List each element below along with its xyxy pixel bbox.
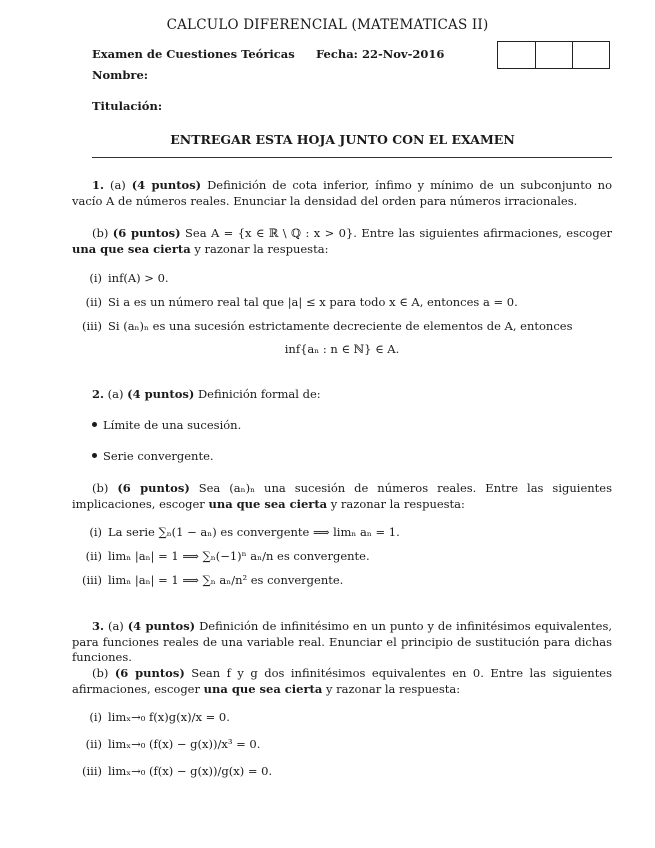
option-label: (ii) bbox=[85, 549, 102, 563]
q1-option-ii bbox=[72, 295, 612, 311]
option-label: (iii) bbox=[81, 573, 102, 587]
q3-part-b bbox=[72, 666, 612, 697]
q2-part-a bbox=[72, 387, 612, 403]
grade-cell-3 bbox=[572, 42, 609, 68]
option-text: La serie ∑ₙ(1 − aₙ) es convergente ⟹ limₙ aₙ = 1. bbox=[108, 525, 400, 539]
q2-b-text-2: y razonar la respuesta: bbox=[330, 496, 465, 511]
option-label: (i) bbox=[89, 525, 102, 539]
option-text: limₙ |aₙ| = 1 ⟹ ∑ₙ aₙ/n² es convergente. bbox=[108, 573, 344, 587]
q1-number: 1. bbox=[92, 178, 105, 192]
exam-title: CALCULO DIFERENCIAL (MATEMATICAS II) bbox=[166, 17, 489, 33]
q2-b-label: (b) bbox=[92, 481, 109, 495]
q2-a-text: Definición formal de: bbox=[197, 387, 321, 401]
q3-b-points: (6 puntos) bbox=[114, 666, 185, 680]
q3-b-emphasis: una que sea cierta bbox=[203, 681, 323, 696]
q1-b-points: (6 puntos) bbox=[112, 226, 181, 240]
option-text: limₙ |aₙ| = 1 ⟹ ∑ₙ(−1)ⁿ aₙ/n es convergente. bbox=[108, 549, 370, 563]
q1-part-b bbox=[72, 226, 612, 257]
option-text: Si a es un número real tal que |a| ≤ x para todo x ∈ A, entonces a = 0. bbox=[108, 295, 518, 309]
q3-a-points: (4 puntos) bbox=[127, 619, 196, 633]
instruction: ENTREGAR ESTA HOJA JUNTO CON EL EXAMEN bbox=[170, 132, 515, 147]
q3-part-a bbox=[72, 619, 612, 666]
q2-option-iii bbox=[72, 573, 612, 589]
option-text: inf(A) > 0. bbox=[108, 271, 169, 285]
bullet-text: Límite de una sucesión. bbox=[103, 418, 242, 432]
q2-number: 2. bbox=[92, 387, 105, 401]
q1-option-i bbox=[72, 271, 612, 287]
q2-bullet-1 bbox=[92, 418, 592, 434]
q2-part-b bbox=[72, 481, 612, 512]
q2-b-points: (6 puntos) bbox=[117, 481, 190, 495]
q3-b-text-1: Sean f y g dos infinitésimos equivalentes en 0. Entre las siguientes afirmaciones, escoger bbox=[72, 666, 613, 696]
exam-type: Examen de Cuestiones Teóricas bbox=[92, 47, 295, 61]
date-value: 22-Nov-2016 bbox=[361, 47, 445, 61]
option-text: limₓ→₀ (f(x) − g(x))/x³ = 0. bbox=[108, 737, 261, 751]
q3-option-iii bbox=[72, 764, 612, 780]
date-label: Fecha: bbox=[316, 47, 358, 61]
grade-cell-2 bbox=[535, 42, 572, 68]
q1-display-formula: inf{aₙ : n ∈ ℕ} ∈ A. bbox=[284, 342, 400, 356]
q3-a-label: (a) bbox=[107, 619, 124, 633]
q2-b-emphasis: una que sea cierta bbox=[208, 496, 328, 511]
option-text: limₓ→₀ f(x)g(x)/x = 0. bbox=[108, 710, 230, 724]
q1-a-points: (4 puntos) bbox=[131, 178, 202, 192]
degree-label: Titulación: bbox=[92, 99, 163, 113]
option-label: (ii) bbox=[85, 737, 102, 751]
q1-a-text: Definición de cota inferior, ínfimo y mínimo de un subconjunto no vacío A de números reales. Enunciar la densidad del orden para números irracionales. bbox=[72, 178, 613, 208]
q1-option-iii bbox=[72, 319, 612, 335]
header-rule bbox=[92, 157, 612, 158]
bullet-icon bbox=[92, 422, 97, 427]
q2-option-ii bbox=[72, 549, 612, 565]
q3-b-label: (b) bbox=[92, 666, 109, 680]
name-label: Nombre: bbox=[92, 68, 149, 82]
q3-a-text: Definición de infinitésimo en un punto y de infinitésimos equivalentes, para funciones reales de una variable real. Enunciar el principio de sustitución para dichas funciones. bbox=[72, 619, 613, 665]
option-label: (iii) bbox=[81, 764, 102, 778]
option-label: (i) bbox=[89, 271, 102, 285]
q1-b-text-2: y razonar la respuesta: bbox=[194, 241, 329, 256]
exam-date bbox=[316, 47, 444, 63]
q2-option-i bbox=[72, 525, 612, 541]
grade-cell-1 bbox=[498, 42, 535, 68]
bullet-icon bbox=[92, 453, 97, 458]
q1-part-a bbox=[72, 178, 612, 209]
q2-a-label: (a) bbox=[107, 387, 124, 401]
q3-option-ii bbox=[72, 737, 612, 753]
q1-a-label: (a) bbox=[109, 178, 126, 192]
option-label: (iii) bbox=[81, 319, 102, 333]
q2-b-text-1: Sea (aₙ)ₙ una sucesión de números reales. Entre las siguientes implicaciones, escoger bbox=[72, 481, 612, 511]
q1-b-emphasis: una que sea cierta bbox=[72, 241, 191, 256]
q3-option-i bbox=[72, 710, 612, 726]
q1-b-label: (b) bbox=[92, 226, 109, 240]
option-text: limₓ→₀ (f(x) − g(x))/g(x) = 0. bbox=[108, 764, 273, 778]
q2-a-points: (4 puntos) bbox=[127, 387, 195, 401]
q1-b-text-1: Sea A = {x ∈ ℝ \ ℚ : x > 0}. Entre las siguientes afirmaciones, escoger bbox=[185, 226, 613, 240]
option-label: (i) bbox=[89, 710, 102, 724]
q3-number: 3. bbox=[92, 619, 105, 633]
q3-b-text-2: y razonar la respuesta: bbox=[325, 681, 461, 696]
option-text: Si (aₙ)ₙ es una sucesión estrictamente decreciente de elementos de A, entonces bbox=[108, 319, 573, 333]
bullet-text: Serie convergente. bbox=[103, 449, 214, 463]
option-label: (ii) bbox=[85, 295, 102, 309]
grade-boxes bbox=[497, 41, 610, 69]
q2-bullet-2 bbox=[92, 449, 592, 465]
